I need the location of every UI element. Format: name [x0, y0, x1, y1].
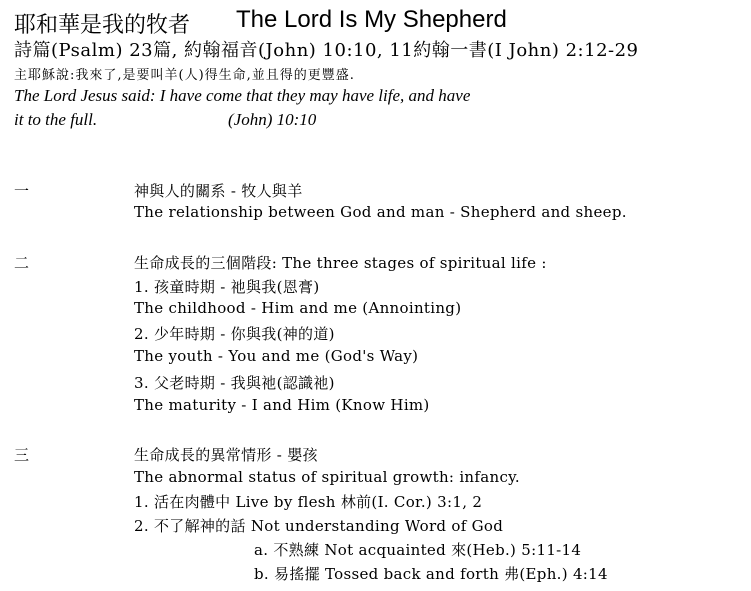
- point-2a: a. 不熟練 Not acquainted 來(Heb.) 5:11-14: [254, 541, 582, 559]
- stage-3-english: The maturity - I and Him (Know Him): [134, 396, 430, 414]
- scripture-references: 詩篇(Psalm) 23篇, 約翰福音(John) 10:10, 11約翰一書(I John) 2:12-29: [14, 40, 639, 61]
- title-english: The Lord Is My Shepherd: [236, 6, 507, 33]
- stage-2-chinese: 2. 少年時期 - 你與我(神的道): [134, 325, 335, 343]
- section-3-number: 三: [14, 446, 30, 464]
- stage-1-english: The childhood - Him and me (Annointing): [134, 299, 462, 317]
- title-chinese: 耶和華是我的牧者: [14, 13, 191, 38]
- section-1-english: The relationship between God and man - Shepherd and sheep.: [134, 203, 627, 221]
- point-1: 1. 活在肉體中 Live by flesh 林前(I. Cor.) 3:1, 2: [134, 493, 483, 511]
- stage-1-chinese: 1. 孩童時期 - 祂與我(恩膏): [134, 278, 320, 296]
- quote-english-line1: The Lord Jesus said: I have come that they may have life, and have: [14, 86, 471, 105]
- section-3-english: The abnormal status of spiritual growth: infancy.: [134, 468, 521, 486]
- quote-chinese: 主耶穌說:我來了,是要叫羊(人)得生命,並且得的更豐盛.: [14, 68, 355, 83]
- stage-3-chinese: 3. 父老時期 - 我與祂(認識祂): [134, 374, 335, 392]
- quote-reference: (John) 10:10: [228, 110, 317, 129]
- section-1-number: 一: [14, 182, 30, 200]
- section-2-heading: 生命成長的三個階段: The three stages of spiritual life :: [134, 254, 547, 272]
- point-2b: b. 易搖擺 Tossed back and forth 弗(Eph.) 4:14: [254, 565, 608, 583]
- quote-english-line2: it to the full.: [14, 110, 98, 129]
- section-2-number: 二: [14, 254, 30, 272]
- section-3-heading: 生命成長的異常情形 - 嬰孩: [134, 446, 318, 464]
- point-2: 2. 不了解神的話 Not understanding Word of God: [134, 517, 504, 535]
- section-1-heading: 神與人的關系 - 牧人與羊: [134, 182, 303, 200]
- stage-2-english: The youth - You and me (God's Way): [134, 347, 419, 365]
